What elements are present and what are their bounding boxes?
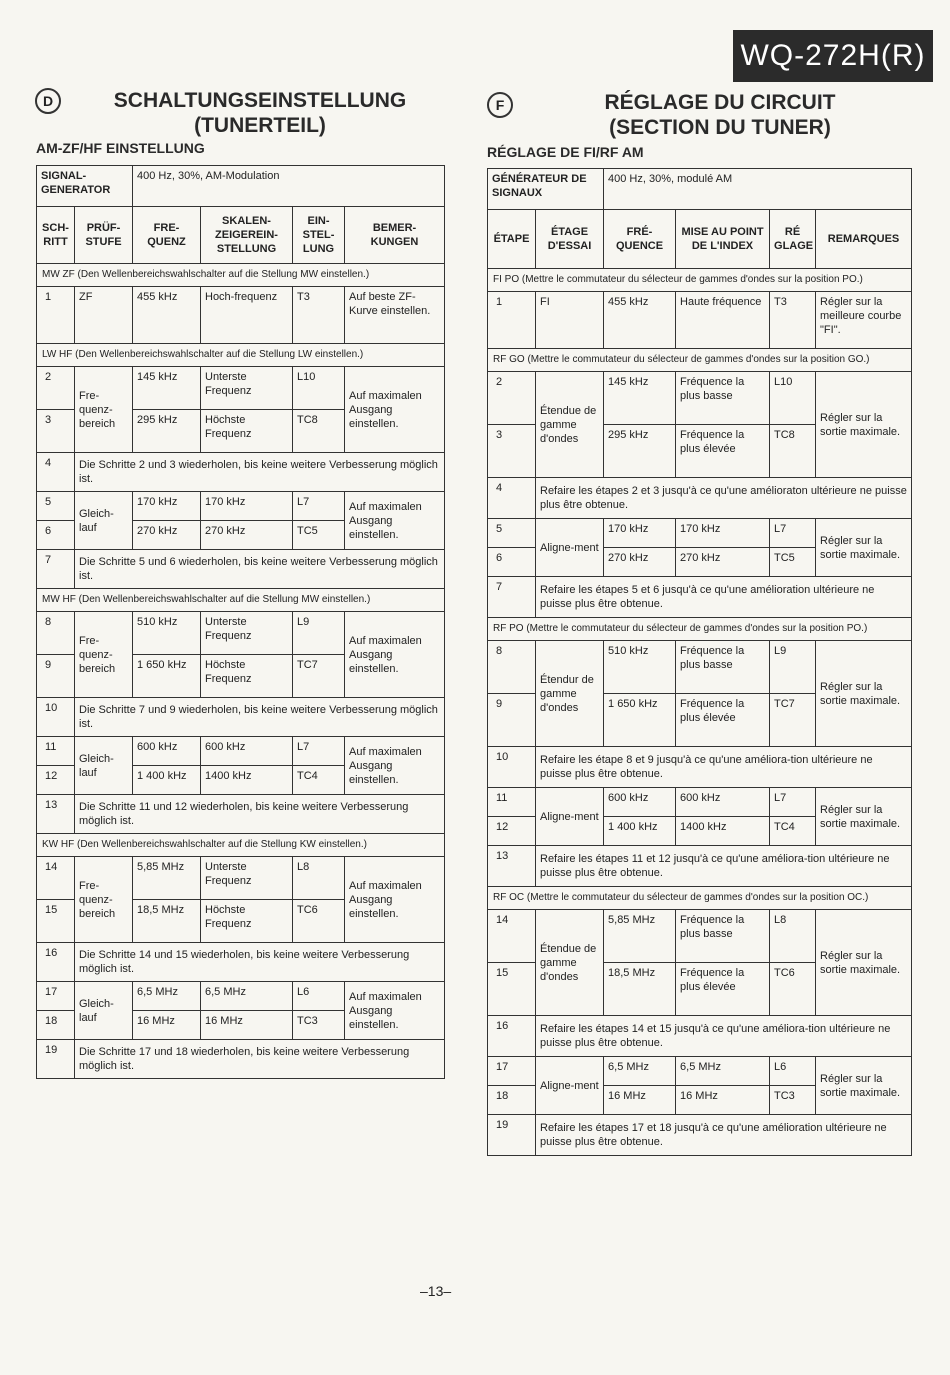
step-cell: 3 bbox=[488, 425, 536, 478]
step-cell: 3 bbox=[37, 410, 75, 453]
step-cell: 6 bbox=[488, 548, 536, 577]
model-badge: WQ-272H(R) bbox=[733, 30, 933, 82]
french-title-line1: RÉGLAGE DU CIRCUIT bbox=[604, 91, 836, 114]
column-header: ÉTAGE D'ESSAI bbox=[536, 210, 604, 269]
step-cell: 10 bbox=[488, 747, 536, 788]
section-label: MW ZF (Den Wellenbereichswahlschalter auf die Stellung MW einstellen.) bbox=[37, 264, 445, 287]
step-cell: 12 bbox=[488, 817, 536, 846]
adjustment-cell: L8 bbox=[293, 857, 345, 900]
french-title-line2: (SECTION DU TUNER) bbox=[609, 116, 831, 139]
adjustment-cell: L7 bbox=[770, 788, 816, 817]
step-cell: 11 bbox=[488, 788, 536, 817]
frequency-cell: 16 MHz bbox=[133, 1011, 201, 1040]
adjustment-cell: L7 bbox=[770, 519, 816, 548]
adjustment-cell: TC8 bbox=[293, 410, 345, 453]
dial-setting-cell: 1400 kHz bbox=[201, 766, 293, 795]
frequency-cell: 270 kHz bbox=[604, 548, 676, 577]
adjustment-cell: TC4 bbox=[293, 766, 345, 795]
adjustment-cell: L9 bbox=[293, 612, 345, 655]
dial-setting-cell: Haute fréquence bbox=[676, 292, 770, 349]
section-label: KW HF (Den Wellenbereichswahlschalter auf die Stellung KW einstellen.) bbox=[37, 834, 445, 857]
signal-generator-value: 400 Hz, 30%, modulé AM bbox=[604, 169, 912, 210]
dial-setting-cell: 600 kHz bbox=[201, 737, 293, 766]
column-header: FRÉ-QUENCE bbox=[604, 210, 676, 269]
frequency-cell: 295 kHz bbox=[133, 410, 201, 453]
dial-setting-cell: 1400 kHz bbox=[676, 817, 770, 846]
dial-setting-cell: 170 kHz bbox=[676, 519, 770, 548]
remark-cell: Régler sur la sortie maximale. bbox=[816, 910, 912, 1016]
german-title bbox=[70, 88, 450, 138]
stage-cell: FI bbox=[536, 292, 604, 349]
step-cell: 18 bbox=[37, 1011, 75, 1040]
dial-setting-cell: Unterste Frequenz bbox=[201, 857, 293, 900]
dial-setting-cell: Fréquence la plus basse bbox=[676, 372, 770, 425]
step-cell: 13 bbox=[488, 846, 536, 887]
german-subtitle: AM-ZF/HF EINSTELLUNG bbox=[36, 140, 205, 156]
frequency-cell: 170 kHz bbox=[604, 519, 676, 548]
dial-setting-cell: Unterste Frequenz bbox=[201, 612, 293, 655]
signal-generator-label: SIGNAL-GENERATOR bbox=[37, 166, 133, 207]
step-cell: 10 bbox=[37, 698, 75, 737]
step-cell: 5 bbox=[37, 492, 75, 521]
dial-setting-cell: Hoch-frequenz bbox=[201, 287, 293, 344]
adjustment-cell: L7 bbox=[293, 492, 345, 521]
remark-cell: Auf maximalen Ausgang einstellen. bbox=[345, 857, 445, 943]
adjustment-cell: L9 bbox=[770, 641, 816, 694]
column-header: BEMER-KUNGEN bbox=[345, 207, 445, 264]
repeat-instruction-cell: Die Schritte 11 und 12 wiederholen, bis keine weitere Verbesserung möglich ist. bbox=[75, 795, 445, 834]
step-cell: 7 bbox=[37, 550, 75, 589]
repeat-instruction-cell: Refaire les étape 8 et 9 jusqu'à ce qu'une améliora-tion ultérieure ne puisse plus être obtenue. bbox=[536, 747, 912, 788]
adjustment-cell: L10 bbox=[293, 367, 345, 410]
remark-cell: Régler sur la sortie maximale. bbox=[816, 519, 912, 577]
page-number: –13– bbox=[420, 1283, 452, 1299]
step-cell: 8 bbox=[488, 641, 536, 694]
adjustment-cell: L6 bbox=[770, 1057, 816, 1086]
dial-setting-cell: 16 MHz bbox=[676, 1086, 770, 1115]
remark-cell: Régler sur la sortie maximale. bbox=[816, 641, 912, 747]
frequency-cell: 510 kHz bbox=[133, 612, 201, 655]
dial-setting-cell: 270 kHz bbox=[676, 548, 770, 577]
step-cell: 11 bbox=[37, 737, 75, 766]
step-cell: 14 bbox=[37, 857, 75, 900]
german-title-line1: SCHALTUNGSEINSTELLUNG bbox=[113, 89, 407, 112]
frequency-cell: 295 kHz bbox=[604, 425, 676, 478]
dial-setting-cell: Höchste Frequenz bbox=[201, 410, 293, 453]
step-cell: 18 bbox=[488, 1086, 536, 1115]
dial-setting-cell: Höchste Frequenz bbox=[201, 900, 293, 943]
step-cell: 7 bbox=[488, 577, 536, 618]
signal-generator-label: GÉNÉRATEUR DE SIGNAUX bbox=[488, 169, 604, 210]
dial-setting-cell: Fréquence la plus élevée bbox=[676, 425, 770, 478]
remark-cell: Auf maximalen Ausgang einstellen. bbox=[345, 982, 445, 1040]
dial-setting-cell: 6,5 MHz bbox=[201, 982, 293, 1011]
step-cell: 1 bbox=[37, 287, 75, 344]
stage-cell: ZF bbox=[75, 287, 133, 344]
frequency-cell: 455 kHz bbox=[133, 287, 201, 344]
german-adjustment-table bbox=[36, 165, 445, 1079]
remark-cell: Auf maximalen Ausgang einstellen. bbox=[345, 737, 445, 795]
frequency-cell: 5,85 MHz bbox=[133, 857, 201, 900]
repeat-instruction-cell: Die Schritte 7 und 9 wiederholen, bis keine weitere Verbesserung möglich ist. bbox=[75, 698, 445, 737]
step-cell: 2 bbox=[488, 372, 536, 425]
remark-cell: Auf maximalen Ausgang einstellen. bbox=[345, 612, 445, 698]
repeat-instruction-cell: Die Schritte 2 und 3 wiederholen, bis keine weitere Verbesserung möglich ist. bbox=[75, 453, 445, 492]
step-cell: 12 bbox=[37, 766, 75, 795]
french-subtitle: RÉGLAGE DE FI/RF AM bbox=[487, 144, 644, 160]
remark-cell: Régler sur la sortie maximale. bbox=[816, 1057, 912, 1115]
adjustment-cell: TC6 bbox=[770, 963, 816, 1016]
frequency-cell: 6,5 MHz bbox=[604, 1057, 676, 1086]
remark-cell: Régler sur la meilleure courbe "FI". bbox=[816, 292, 912, 349]
stage-cell: Aligne-ment bbox=[536, 519, 604, 577]
dial-setting-cell: Höchste Frequenz bbox=[201, 655, 293, 698]
column-header: PRÜF-STUFE bbox=[75, 207, 133, 264]
frequency-cell: 1 400 kHz bbox=[133, 766, 201, 795]
remark-cell: Auf maximalen Ausgang einstellen. bbox=[345, 367, 445, 453]
adjustment-cell: TC5 bbox=[770, 548, 816, 577]
frequency-cell: 6,5 MHz bbox=[133, 982, 201, 1011]
step-cell: 8 bbox=[37, 612, 75, 655]
adjustment-cell: TC7 bbox=[770, 694, 816, 747]
frequency-cell: 18,5 MHz bbox=[133, 900, 201, 943]
stage-cell: Étendur de gamme d'ondes bbox=[536, 641, 604, 747]
frequency-cell: 145 kHz bbox=[604, 372, 676, 425]
step-cell: 9 bbox=[488, 694, 536, 747]
step-cell: 15 bbox=[37, 900, 75, 943]
step-cell: 4 bbox=[37, 453, 75, 492]
frequency-cell: 1 650 kHz bbox=[604, 694, 676, 747]
step-cell: 17 bbox=[37, 982, 75, 1011]
adjustment-cell: T3 bbox=[293, 287, 345, 344]
section-label: MW HF (Den Wellenbereichswahlschalter auf die Stellung MW einstellen.) bbox=[37, 589, 445, 612]
stage-cell: Fre-quenz-bereich bbox=[75, 612, 133, 698]
stage-cell: Gleich-lauf bbox=[75, 492, 133, 550]
stage-cell: Gleich-lauf bbox=[75, 982, 133, 1040]
frequency-cell: 270 kHz bbox=[133, 521, 201, 550]
frequency-cell: 1 400 kHz bbox=[604, 817, 676, 846]
german-title-line2: (TUNERTEIL) bbox=[194, 114, 326, 137]
adjustment-cell: TC7 bbox=[293, 655, 345, 698]
german-section-badge: D bbox=[35, 88, 61, 114]
frequency-cell: 455 kHz bbox=[604, 292, 676, 349]
step-cell: 19 bbox=[37, 1040, 75, 1079]
repeat-instruction-cell: Die Schritte 14 und 15 wiederholen, bis keine weitere Verbesserung möglich ist. bbox=[75, 943, 445, 982]
frequency-cell: 1 650 kHz bbox=[133, 655, 201, 698]
remark-cell: Régler sur la sortie maximale. bbox=[816, 372, 912, 478]
dial-setting-cell: Fréquence la plus basse bbox=[676, 910, 770, 963]
step-cell: 4 bbox=[488, 478, 536, 519]
column-header: SCH-RITT bbox=[37, 207, 75, 264]
stage-cell: Aligne-ment bbox=[536, 1057, 604, 1115]
step-cell: 16 bbox=[488, 1016, 536, 1057]
french-title bbox=[530, 90, 910, 140]
stage-cell: Fre-quenz-bereich bbox=[75, 857, 133, 943]
column-header: RÉ GLAGE bbox=[770, 210, 816, 269]
repeat-instruction-cell: Die Schritte 5 und 6 wiederholen, bis keine weitere Verbesserung möglich ist. bbox=[75, 550, 445, 589]
adjustment-cell: L8 bbox=[770, 910, 816, 963]
frequency-cell: 600 kHz bbox=[133, 737, 201, 766]
adjustment-cell: T3 bbox=[770, 292, 816, 349]
repeat-instruction-cell: Refaire les étapes 2 et 3 jusqu'à ce qu'une amélioraton ultérieure ne puisse plus être obtenue. bbox=[536, 478, 912, 519]
dial-setting-cell: 16 MHz bbox=[201, 1011, 293, 1040]
remark-cell: Auf beste ZF-Kurve einstellen. bbox=[345, 287, 445, 344]
adjustment-cell: L6 bbox=[293, 982, 345, 1011]
repeat-instruction-cell: Refaire les étapes 11 et 12 jusqu'à ce qu'une améliora-tion ultérieure ne puisse plus être obtenue. bbox=[536, 846, 912, 887]
step-cell: 14 bbox=[488, 910, 536, 963]
signal-generator-value: 400 Hz, 30%, AM-Modulation bbox=[133, 166, 445, 207]
frequency-cell: 16 MHz bbox=[604, 1086, 676, 1115]
step-cell: 16 bbox=[37, 943, 75, 982]
step-cell: 1 bbox=[488, 292, 536, 349]
column-header: REMARQUES bbox=[816, 210, 912, 269]
stage-cell: Gleich-lauf bbox=[75, 737, 133, 795]
column-header: SKALEN-ZEIGEREIN-STELLUNG bbox=[201, 207, 293, 264]
column-header: EIN-STEL-LUNG bbox=[293, 207, 345, 264]
column-header: FRE-QUENZ bbox=[133, 207, 201, 264]
step-cell: 6 bbox=[37, 521, 75, 550]
section-label: LW HF (Den Wellenbereichswahlschalter auf die Stellung LW einstellen.) bbox=[37, 344, 445, 367]
frequency-cell: 170 kHz bbox=[133, 492, 201, 521]
remark-cell: Auf maximalen Ausgang einstellen. bbox=[345, 492, 445, 550]
dial-setting-cell: Fréquence la plus élevée bbox=[676, 694, 770, 747]
column-header: MISE AU POINT DE L'INDEX bbox=[676, 210, 770, 269]
stage-cell: Aligne-ment bbox=[536, 788, 604, 846]
repeat-instruction-cell: Refaire les étapes 17 et 18 jusqu'à ce qu'une amélioration ultérieure ne puisse plus être obtenue. bbox=[536, 1115, 912, 1156]
repeat-instruction-cell: Refaire les étapes 14 et 15 jusqu'à ce qu'une améliora-tion ultérieure ne puisse plus être obtenue. bbox=[536, 1016, 912, 1057]
adjustment-cell: L10 bbox=[770, 372, 816, 425]
adjustment-cell: TC3 bbox=[770, 1086, 816, 1115]
step-cell: 9 bbox=[37, 655, 75, 698]
adjustment-cell: TC6 bbox=[293, 900, 345, 943]
repeat-instruction-cell: Die Schritte 17 und 18 wiederholen, bis keine weitere Verbesserung möglich ist. bbox=[75, 1040, 445, 1079]
dial-setting-cell: Fréquence la plus basse bbox=[676, 641, 770, 694]
step-cell: 17 bbox=[488, 1057, 536, 1086]
step-cell: 2 bbox=[37, 367, 75, 410]
repeat-instruction-cell: Refaire les étapes 5 et 6 jusqu'à ce qu'une amélioration ultérieure ne puisse plus être obtenue. bbox=[536, 577, 912, 618]
section-label: RF PO (Mettre le commutateur du sélecteur de gammes d'ondes sur la position PO.) bbox=[488, 618, 912, 641]
french-adjustment-table bbox=[487, 168, 912, 1156]
step-cell: 15 bbox=[488, 963, 536, 1016]
step-cell: 5 bbox=[488, 519, 536, 548]
section-label: RF GO (Mettre le commutateur du sélecteur de gammes d'ondes sur la position GO.) bbox=[488, 349, 912, 372]
frequency-cell: 510 kHz bbox=[604, 641, 676, 694]
adjustment-cell: TC3 bbox=[293, 1011, 345, 1040]
adjustment-cell: TC8 bbox=[770, 425, 816, 478]
column-header: ÉTAPE bbox=[488, 210, 536, 269]
frequency-cell: 18,5 MHz bbox=[604, 963, 676, 1016]
stage-cell: Fre-quenz-bereich bbox=[75, 367, 133, 453]
step-cell: 13 bbox=[37, 795, 75, 834]
stage-cell: Étendue de gamme d'ondes bbox=[536, 910, 604, 1016]
frequency-cell: 5,85 MHz bbox=[604, 910, 676, 963]
section-label: FI PO (Mettre le commutateur du sélecteur de gammes d'ondes sur la position PO.) bbox=[488, 269, 912, 292]
french-section-badge: F bbox=[487, 92, 513, 118]
dial-setting-cell: Fréquence la plus élevée bbox=[676, 963, 770, 1016]
dial-setting-cell: 600 kHz bbox=[676, 788, 770, 817]
remark-cell: Régler sur la sortie maximale. bbox=[816, 788, 912, 846]
section-label: RF OC (Mettre le commutateur du sélecteur de gammes d'ondes sur la position OC.) bbox=[488, 887, 912, 910]
adjustment-cell: L7 bbox=[293, 737, 345, 766]
stage-cell: Étendue de gamme d'ondes bbox=[536, 372, 604, 478]
adjustment-cell: TC5 bbox=[293, 521, 345, 550]
dial-setting-cell: 6,5 MHz bbox=[676, 1057, 770, 1086]
step-cell: 19 bbox=[488, 1115, 536, 1156]
dial-setting-cell: Unterste Frequenz bbox=[201, 367, 293, 410]
dial-setting-cell: 270 kHz bbox=[201, 521, 293, 550]
frequency-cell: 600 kHz bbox=[604, 788, 676, 817]
frequency-cell: 145 kHz bbox=[133, 367, 201, 410]
dial-setting-cell: 170 kHz bbox=[201, 492, 293, 521]
adjustment-cell: TC4 bbox=[770, 817, 816, 846]
